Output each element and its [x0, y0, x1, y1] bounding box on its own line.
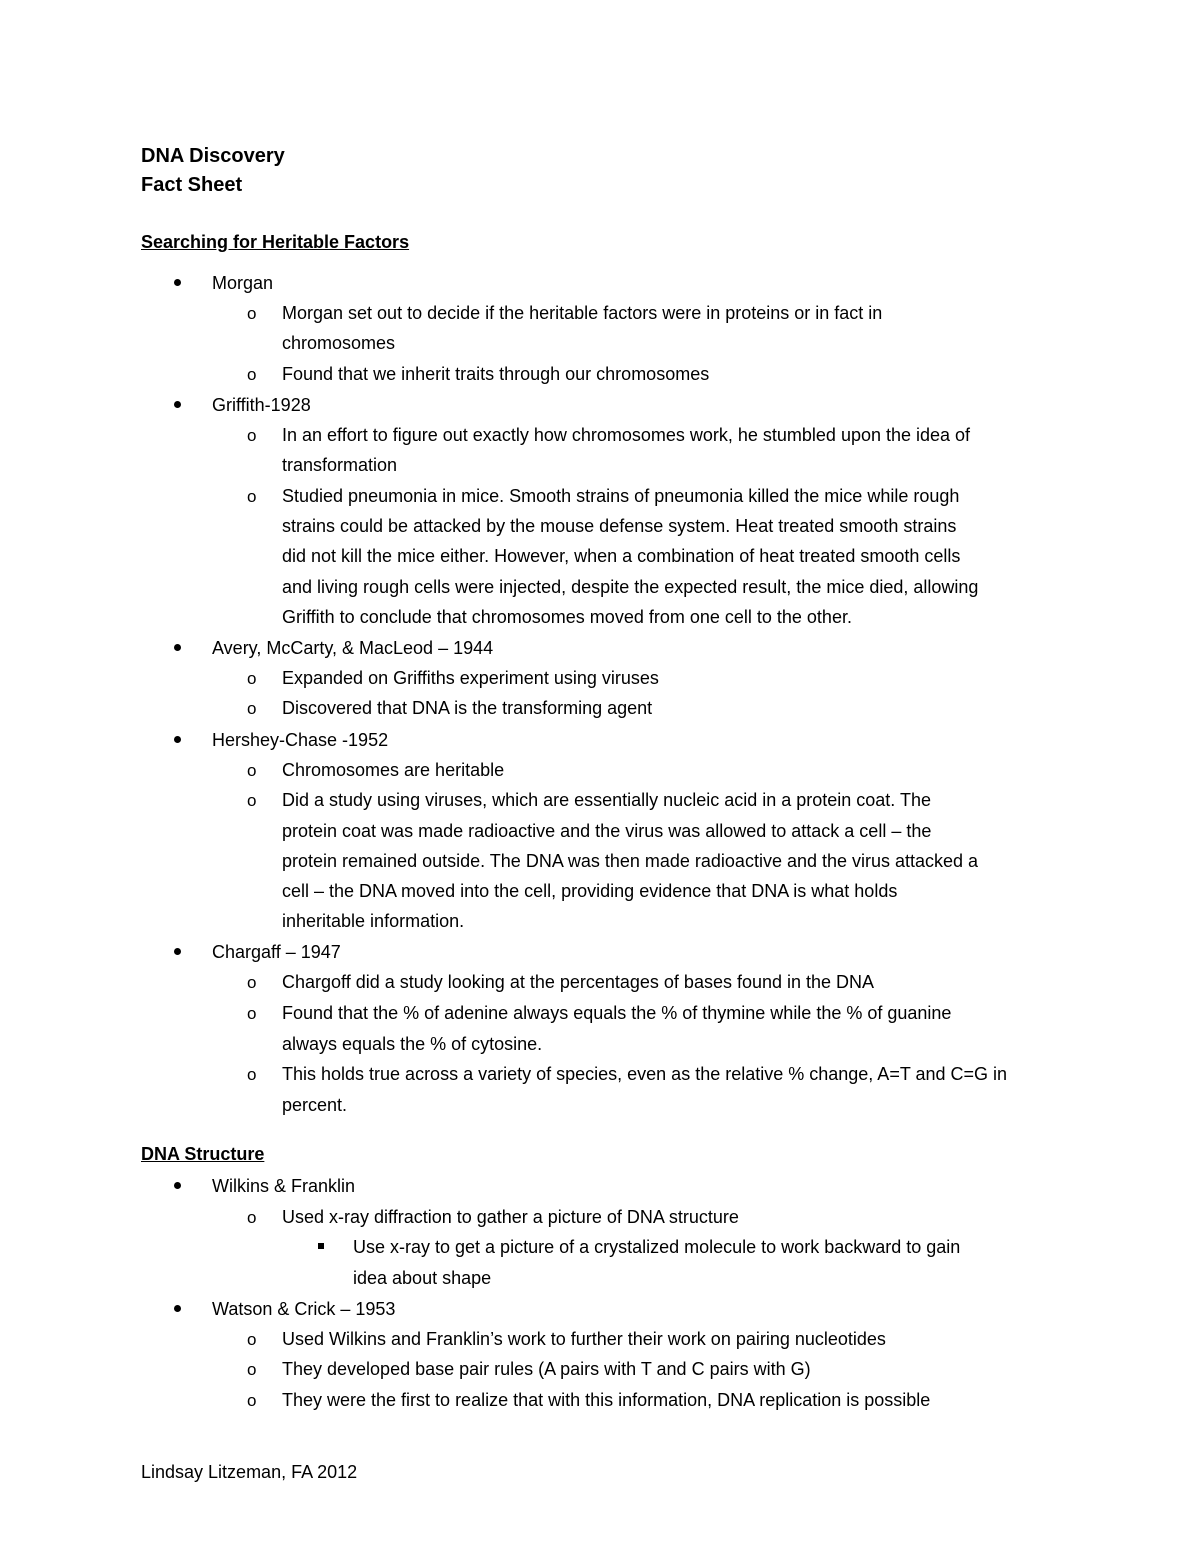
list-subsubitem-line: idea about shape	[353, 1268, 492, 1288]
circle-bullet-icon: o	[247, 1208, 257, 1227]
list-subitem-line: This holds true across a variety of species, even as the relative % change, A=T and C=G in	[282, 1064, 1008, 1084]
list-subitem-line: always equals the % of cytosine.	[282, 1034, 543, 1054]
circle-bullet-icon: o	[247, 1330, 257, 1349]
circle-bullet-icon: o	[247, 791, 257, 810]
bullet-dot-icon	[174, 736, 181, 743]
list-subsubitem-line: Use x-ray to get a picture of a crystalized molecule to work backward to gain	[353, 1237, 961, 1257]
list-subitem-line: transformation	[282, 455, 398, 475]
list-item-label: Watson & Crick – 1953	[212, 1299, 396, 1319]
title-line-1: DNA Discovery	[141, 145, 285, 167]
list-subitem-line: chromosomes	[282, 333, 396, 353]
list-subitem-line: Chromosomes are heritable	[282, 760, 505, 780]
document-title	[141, 142, 285, 200]
list-subitem-line: protein coat was made radioactive and the virus was allowed to attack a cell – the	[282, 821, 932, 841]
list-subitem-line: Expanded on Griffiths experiment using viruses	[282, 668, 659, 688]
bullet-dot-icon	[174, 279, 181, 286]
list-item-label: Hershey-Chase -1952	[212, 730, 389, 750]
list-item-label: Avery, McCarty, & MacLeod – 1944	[212, 638, 494, 658]
circle-bullet-icon: o	[247, 487, 257, 506]
circle-bullet-icon: o	[247, 1360, 257, 1379]
list-subitem-line: Found that we inherit traits through our chromosomes	[282, 364, 710, 384]
list-subitem-line: Did a study using viruses, which are essentially nucleic acid in a protein coat. The	[282, 790, 932, 810]
bullet-dot-icon	[174, 644, 181, 651]
circle-bullet-icon: o	[247, 669, 257, 688]
list-subitem-line: They developed base pair rules (A pairs with T and C pairs with G)	[282, 1359, 811, 1379]
list-subitem-line: inheritable information.	[282, 911, 465, 931]
square-bullet-icon	[318, 1243, 324, 1249]
list-subitem-line: did not kill the mice either. However, when a combination of heat treated smooth cells	[282, 546, 961, 566]
bullet-dot-icon	[174, 1182, 181, 1189]
circle-bullet-icon: o	[247, 304, 257, 323]
list-subitem-line: Chargoff did a study looking at the percentages of bases found in the DNA	[282, 972, 875, 992]
list-subitem-line: Morgan set out to decide if the heritable factors were in proteins or in fact in	[282, 303, 883, 323]
list-subitem-line: percent.	[282, 1095, 348, 1115]
circle-bullet-icon: o	[247, 699, 257, 718]
list-item-label: Griffith-1928	[212, 395, 311, 415]
section-heading: Searching for Heritable Factors	[141, 232, 410, 252]
list-item-label: Morgan	[212, 273, 274, 293]
list-subitem-line: They were the first to realize that with this information, DNA replication is possible	[282, 1390, 931, 1410]
list-subitem-line: Used Wilkins and Franklin’s work to further their work on pairing nucleotides	[282, 1329, 886, 1349]
page-footer: Lindsay Litzeman, FA 2012	[141, 1462, 358, 1482]
bullet-dot-icon	[174, 401, 181, 408]
circle-bullet-icon: o	[247, 1004, 257, 1023]
circle-bullet-icon: o	[247, 1065, 257, 1084]
list-subitem-line: and living rough cells were injected, despite the expected result, the mice died, allowing	[282, 577, 979, 597]
list-subitem-line: Discovered that DNA is the transforming agent	[282, 698, 653, 718]
circle-bullet-icon: o	[247, 1391, 257, 1410]
bullet-dot-icon	[174, 1305, 181, 1312]
list-subitem-line: strains could be attacked by the mouse defense system. Heat treated smooth strains	[282, 516, 957, 536]
section-heading: DNA Structure	[141, 1144, 265, 1164]
circle-bullet-icon: o	[247, 973, 257, 992]
list-subitem-line: Studied pneumonia in mice. Smooth strains of pneumonia killed the mice while rough	[282, 486, 960, 506]
list-subitem-line: Used x-ray diffraction to gather a picture of DNA structure	[282, 1207, 739, 1227]
list-subitem-line: In an effort to figure out exactly how chromosomes work, he stumbled upon the idea of	[282, 425, 971, 445]
circle-bullet-icon: o	[247, 365, 257, 384]
list-subitem-line: cell – the DNA moved into the cell, providing evidence that DNA is what holds	[282, 881, 898, 901]
list-subitem-line: protein remained outside. The DNA was then made radioactive and the virus attacked a	[282, 851, 979, 871]
list-item-label: Chargaff – 1947	[212, 942, 341, 962]
circle-bullet-icon: o	[247, 761, 257, 780]
list-item-label: Wilkins & Franklin	[212, 1176, 356, 1196]
circle-bullet-icon: o	[247, 426, 257, 445]
bullet-dot-icon	[174, 948, 181, 955]
list-subitem-line: Griffith to conclude that chromosomes moved from one cell to the other.	[282, 607, 852, 627]
title-line-2: Fact Sheet	[141, 174, 243, 196]
list-subitem-line: Found that the % of adenine always equals the % of thymine while the % of guanine	[282, 1003, 952, 1023]
